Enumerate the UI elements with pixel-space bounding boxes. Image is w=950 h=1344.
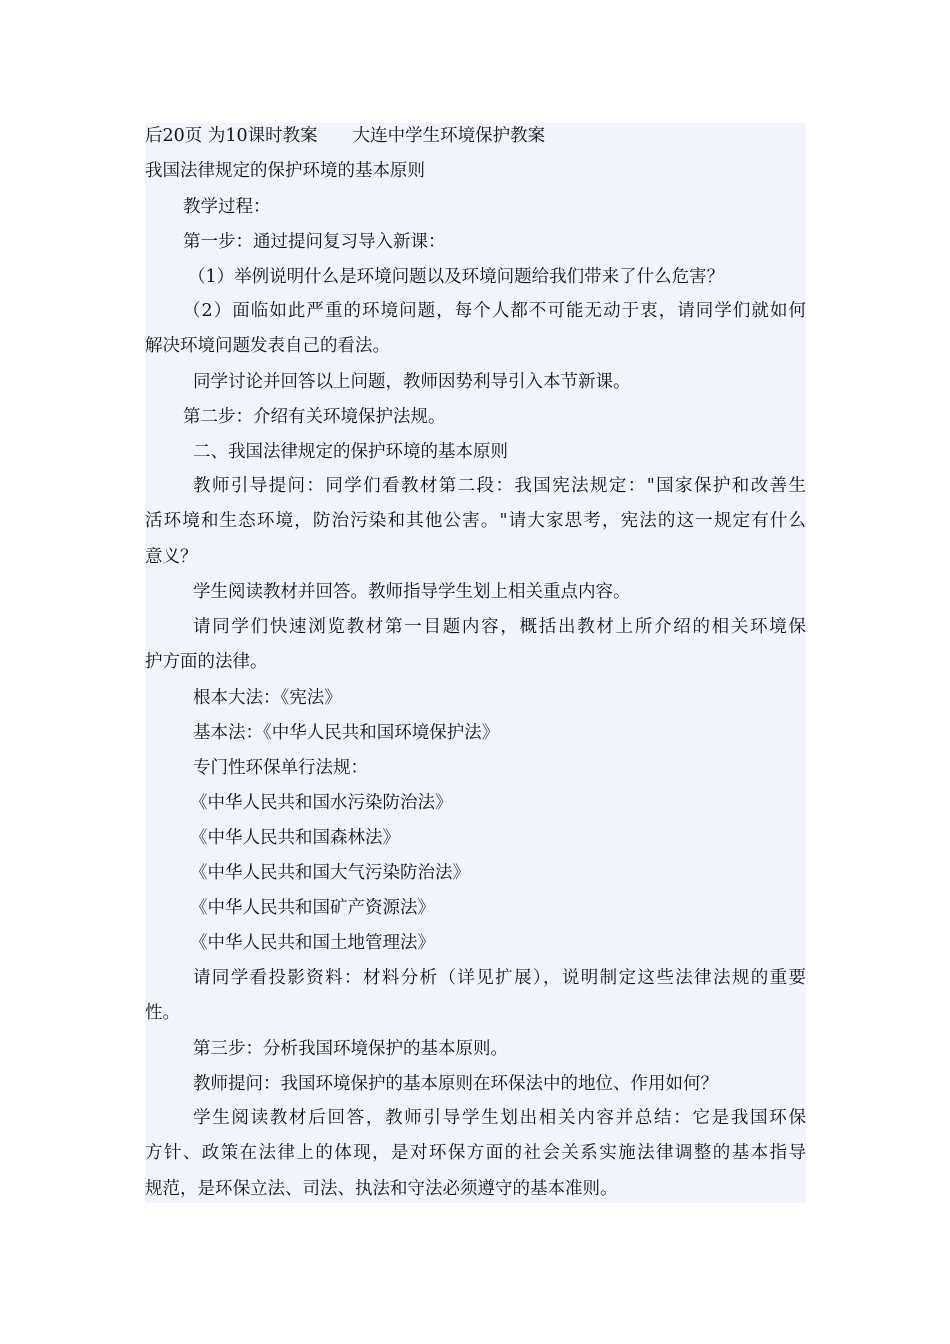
paragraph-line: 同学讨论并回答以上问题，教师因势利导引入本节新课。: [193, 372, 631, 392]
paragraph-line: 请同学们快速浏览教材第一目题内容，概括出教材上所介绍的相关环境保: [193, 617, 806, 637]
paragraph-line: 第三步：分析我国环境保护的基本原则。: [193, 1039, 508, 1059]
paragraph-line: 性。: [145, 1003, 180, 1023]
law-item: 《中华人民共和国森林法》: [190, 828, 400, 848]
paragraph-line: 意义？: [145, 547, 198, 567]
section-heading: 二、我国法律规定的保护环境的基本原则: [193, 442, 508, 462]
law-item: 《中华人民共和国矿产资源法》: [190, 898, 435, 918]
paragraph-line: 请同学看投影资料：材料分析（详见扩展），说明制定这些法律法规的重要: [193, 968, 806, 988]
document-title: 我国法律规定的保护环境的基本原则: [145, 161, 425, 181]
law-item: 《中华人民共和国水污染防治法》: [190, 793, 453, 813]
law-item: 根本大法：《宪法》: [193, 688, 342, 708]
paragraph-line: 规范，是环保立法、司法、执法和守法必须遵守的基本准则。: [145, 1179, 618, 1199]
law-item: 《中华人民共和国土地管理法》: [190, 933, 435, 953]
paragraph-line: 护方面的法律。: [145, 652, 268, 672]
law-list-heading: 专门性环保单行法规：: [193, 758, 368, 778]
paragraph-line: 第一步：通过提问复习导入新课：: [183, 232, 446, 252]
paragraph-line: 解决环境问题发表自己的看法。: [145, 336, 390, 356]
paragraph-line: 方针、政策在法律上的体现，是对环保方面的社会关系实施法律调整的基本指导: [145, 1143, 806, 1163]
paragraph-line: 学生阅读教材后回答，教师引导学生划出相关内容并总结：它是我国环保: [193, 1108, 806, 1128]
law-item: 《中华人民共和国大气污染防治法》: [190, 863, 470, 883]
paragraph-line: 教师引导提问：同学们看教材第二段：我国宪法规定："国家保护和改善生: [193, 476, 806, 496]
paragraph-line: 活环境和生态环境，防治污染和其他公害。"请大家思考，宪法的这一规定有什么: [145, 511, 806, 531]
paragraph-line: （2）面临如此严重的环境问题，每个人都不可能无动于衷，请同学们就如何: [183, 301, 806, 321]
paragraph-line: 学生阅读教材并回答。教师指导学生划上相关重点内容。: [193, 582, 631, 602]
paragraph-line: 教学过程：: [183, 197, 271, 217]
law-item: 基本法：《中华人民共和国环境保护法》: [193, 723, 500, 743]
paragraph-line: （1）举例说明什么是环境问题以及环境问题给我们带来了什么危害？: [188, 267, 725, 287]
document-header: 后20页 为10课时教案 大连中学生环境保护教案: [145, 126, 546, 146]
paragraph-line: 第二步：介绍有关环境保护法规。: [183, 407, 446, 427]
paragraph-line: 教师提问：我国环境保护的基本原则在环保法中的地位、作用如何？: [193, 1074, 718, 1094]
